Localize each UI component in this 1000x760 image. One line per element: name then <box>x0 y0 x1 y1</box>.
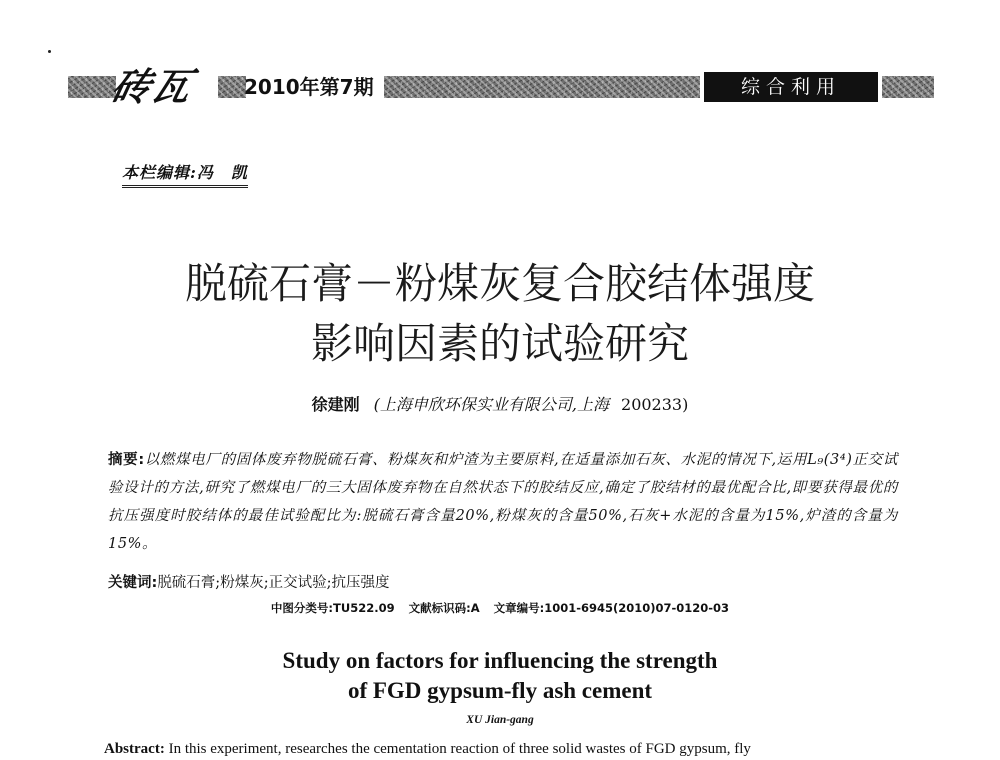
journal-header <box>68 64 934 110</box>
article-number: 文章编号:1001-6945(2010)07-0120-03 <box>493 601 730 615</box>
abstract-en <box>104 738 904 760</box>
abstract-en-label: Abstract: <box>104 741 165 757</box>
abstract-en-text: In this experiment, researches the cementation reaction of three solid wastes of FGD gypsum, fly <box>168 741 751 757</box>
clc-number: 中图分类号:TU522.09 <box>270 601 395 615</box>
abstract-cn <box>108 446 898 558</box>
author-affiliation: (上海申欣环保实业有限公司,上海 <box>373 395 610 414</box>
stray-mark <box>48 50 51 53</box>
author-affiliation-cn <box>60 392 940 415</box>
keywords-cn-text: 脱硫石膏;粉煤灰;正交试验;抗压强度 <box>157 575 390 591</box>
column-editor: 本栏编辑:冯 凯 <box>122 160 248 188</box>
journal-logo: 砖瓦 <box>107 64 197 109</box>
header-texture-right <box>384 76 700 98</box>
paper-title-cn <box>60 254 940 374</box>
keywords-cn-label: 关键词: <box>108 575 158 591</box>
abstract-cn-text: 以燃煤电厂的固体废弃物脱硫石膏、粉煤灰和炉渣为主要原料,在适量添加石灰、水泥的情况下,运用L₉(3⁴)正交试验设计的方法,研究了燃煤电厂的三大固体废弃物在自然状态下的胶结反应,确定了胶结材的最优配合比,即要获得最优的抗压强度时胶结体的最佳试验配比为:脱硫石膏含量20%,粉煤灰的含量50%,石灰+水泥的含量为15%,炉渣的含量为15%。 <box>108 452 898 552</box>
paper-title-en <box>60 646 940 706</box>
classification-line <box>60 600 940 616</box>
paper-title-cn-line-2: 影响因素的试验研究 <box>310 319 689 368</box>
header-texture-end <box>882 76 934 98</box>
document-code: 文献标识码:A <box>408 601 480 615</box>
abstract-cn-label: 摘要: <box>108 452 145 468</box>
paper-title-cn-line-1: 脱硫石膏－粉煤灰复合胶结体强度 <box>184 259 815 308</box>
issue-label: 2010年第7期 <box>244 75 374 99</box>
keywords-cn <box>108 572 898 594</box>
author-name-cn: 徐建刚 <box>311 395 360 414</box>
header-texture-left <box>68 76 116 98</box>
paper-title-en-line-1: Study on factors for influencing the strength <box>282 648 718 673</box>
section-label: 综合利用 <box>704 72 878 102</box>
author-name-en: XU Jian-gang <box>466 714 534 726</box>
author-postcode: 200233) <box>621 395 689 414</box>
paper-title-en-line-2: of FGD gypsum-fly ash cement <box>347 678 653 703</box>
